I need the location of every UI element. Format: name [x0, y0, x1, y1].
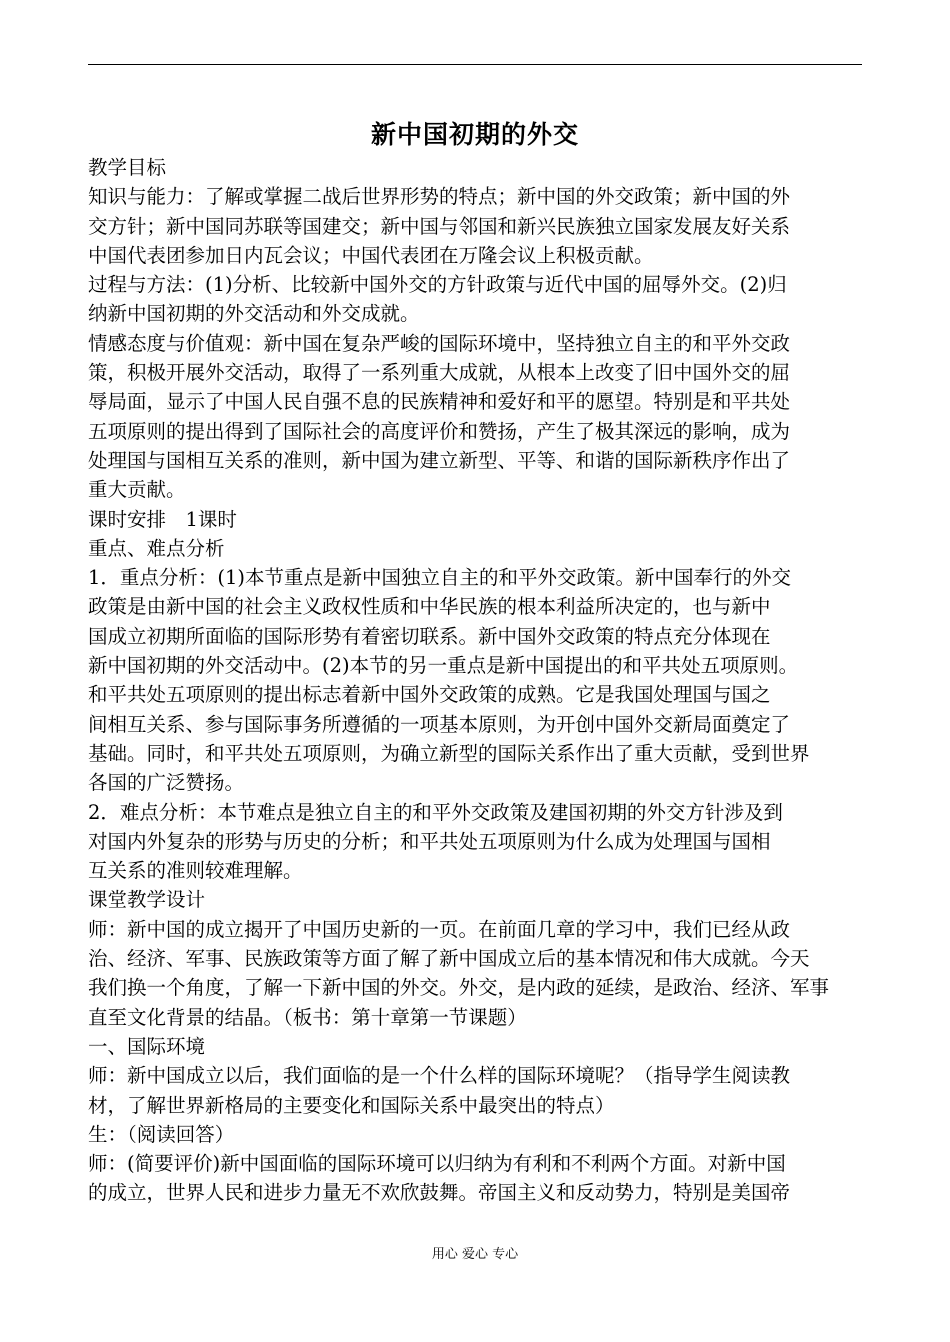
body-line: 直至文化背景的结晶。（板书：第十章第一节课题） [88, 1005, 527, 1029]
body-line: 政策是由新中国的社会主义政权性质和中华民族的根本利益所决定的，也与新中 [88, 595, 771, 619]
body-line: 一、国际环境 [88, 1034, 206, 1058]
body-line: 2．难点分析：本节难点是独立自主的和平外交政策及建国初期的外交方针涉及到 [88, 800, 783, 824]
body-line: 重点、难点分析 [88, 536, 225, 560]
body-line: 对国内外复杂的形势与历史的分析；和平共处五项原则为什么成为处理国与国相 [88, 829, 771, 853]
body-line: 间相互关系、参与国际事务所遵循的一项基本原则，为开创中国外交新局面奠定了 [88, 712, 791, 736]
body-line: 重大贡献。 [88, 478, 186, 502]
body-line: 1．重点分析：(1)本节重点是新中国独立自主的和平外交政策。新中国奉行的外交 [88, 566, 792, 590]
body-line: 的成立，世界人民和进步力量无不欢欣鼓舞。帝国主义和反动势力，特别是美国帝 [88, 1181, 791, 1205]
document-title: 新中国初期的外交 [370, 120, 579, 149]
body-line: 策，积极开展外交活动，取得了一系列重大成就，从根本上改变了旧中国外交的屈 [88, 361, 791, 385]
body-line: 新中国初期的外交活动中。(2)本节的另一重点是新中国提出的和平共处五项原则。 [88, 654, 799, 678]
body-line: 我们换一个角度，了解一下新中国的外交。外交，是内政的延续，是政治、经济、军事 [88, 976, 830, 1000]
body-line: 辱局面，显示了中国人民自强不息的民族精神和爱好和平的愿望。特别是和平共处 [88, 390, 791, 414]
page-footer: 用心 爱心 专心 [431, 1247, 519, 1262]
body-line: 过程与方法：(1)分析、比较新中国外交的方针政策与近代中国的屈辱外交。(2)归 [88, 273, 787, 297]
header-rule [88, 64, 862, 65]
body-line: 材，了解世界新格局的主要变化和国际关系中最突出的特点） [88, 1093, 615, 1117]
body-line: 五项原则的提出得到了国际社会的高度评价和赞扬，产生了极其深远的影响，成为 [88, 419, 791, 443]
body-line: 纳新中国初期的外交活动和外交成就。 [88, 302, 420, 326]
body-line: 交方针；新中国同苏联等国建交；新中国与邻国和新兴民族独立国家发展友好关系 [88, 214, 791, 238]
body-line: 治、经济、军事、民族政策等方面了解了新中国成立后的基本情况和伟大成就。今天 [88, 947, 810, 971]
body-line: 各国的广泛赞扬。 [88, 771, 245, 795]
body-line: 师：新中国的成立揭开了中国历史新的一页。在前面几章的学习中，我们已经从政 [88, 917, 791, 941]
body-line: 和平共处五项原则的提出标志着新中国外交政策的成熟。它是我国处理国与国之 [88, 683, 771, 707]
body-line: 知识与能力：了解或掌握二战后世界形势的特点；新中国的外交政策；新中国的外 [88, 185, 791, 209]
body-line: 情感态度与价值观：新中国在复杂严峻的国际环境中，坚持独立自主的和平外交政 [88, 331, 791, 355]
body-line: 处理国与国相互关系的准则，新中国为建立新型、平等、和谐的国际新秩序作出了 [88, 448, 791, 472]
body-line: 师：新中国成立以后，我们面临的是一个什么样的国际环境呢？（指导学生阅读教 [88, 1064, 791, 1088]
body-line: 国成立初期所面临的国际形势有着密切联系。新中国外交政策的特点充分体现在 [88, 624, 771, 648]
body-line: 师：(简要评价)新中国面临的国际环境可以归纳为有利和不利两个方面。对新中国 [88, 1152, 786, 1176]
body-line: 课时安排 1课时 [88, 507, 237, 531]
body-line: 教学目标 [88, 156, 167, 179]
body-line: 课堂教学设计 [88, 888, 206, 912]
body-line: 基础。同时，和平共处五项原则，为确立新型的国际关系作出了重大贡献，受到世界 [88, 741, 810, 765]
document-body [88, 153, 864, 1208]
body-line: 生：（阅读回答） [88, 1122, 235, 1146]
body-line: 中国代表团参加日内瓦会议；中国代表团在万隆会议上积极贡献。 [88, 243, 654, 267]
body-line: 互关系的准则较难理解。 [88, 859, 303, 883]
